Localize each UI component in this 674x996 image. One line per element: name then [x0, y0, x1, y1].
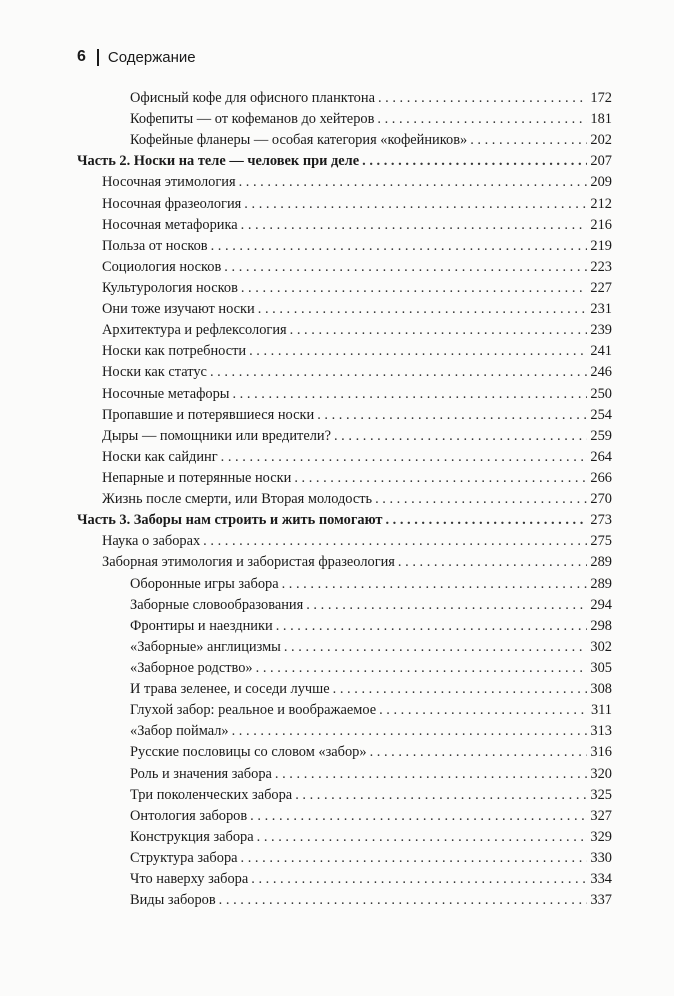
- toc-entry[interactable]: [77, 848, 612, 869]
- dot-leader: [276, 616, 588, 637]
- dot-leader: [377, 109, 587, 130]
- toc-entry[interactable]: [77, 88, 612, 109]
- toc-entry-title: Культурология носков: [102, 279, 238, 296]
- toc-entry-page: 308: [590, 681, 612, 698]
- toc-entry-page: 209: [590, 174, 612, 191]
- toc-entry-page: 246: [590, 364, 612, 381]
- toc-entry-title: Носочные метафоры: [102, 385, 230, 402]
- toc-entry-title: Носки как статус: [102, 364, 207, 381]
- toc-entry[interactable]: [77, 109, 612, 130]
- toc-entry[interactable]: [77, 806, 612, 827]
- toc-entry[interactable]: [77, 658, 612, 679]
- toc-entry[interactable]: [77, 574, 612, 595]
- dot-leader: [244, 194, 587, 215]
- toc-entry-page: 334: [590, 871, 612, 888]
- dot-leader: [249, 341, 587, 362]
- toc-entry-title: Роль и значения забора: [130, 765, 272, 782]
- toc-entry-page: 305: [590, 659, 612, 676]
- toc-entry[interactable]: [77, 890, 612, 911]
- toc-entry-title: «Заборное родство»: [130, 659, 253, 676]
- toc-entry-title: Заборные словообразования: [130, 596, 304, 613]
- toc-entry-page: 241: [590, 343, 612, 360]
- dot-leader: [470, 130, 587, 151]
- toc-entry-page: 273: [590, 512, 612, 529]
- toc-entry[interactable]: [77, 552, 612, 573]
- dot-leader: [239, 172, 588, 193]
- toc-entry[interactable]: [77, 236, 612, 257]
- toc-entry-page: 264: [590, 448, 612, 465]
- toc-entry[interactable]: [77, 299, 612, 320]
- dot-leader: [294, 468, 587, 489]
- dot-leader: [334, 426, 587, 447]
- toc-entry-page: 294: [590, 596, 612, 613]
- dot-leader: [306, 595, 587, 616]
- toc-entry[interactable]: [77, 341, 612, 362]
- toc-entry[interactable]: [77, 384, 612, 405]
- dot-leader: [257, 827, 588, 848]
- dot-leader: [203, 531, 587, 552]
- dot-leader: [385, 510, 587, 531]
- dot-leader: [241, 278, 588, 299]
- toc-entry-page: 181: [590, 111, 612, 128]
- toc-entry[interactable]: [77, 172, 612, 193]
- toc-entry-page: 266: [590, 469, 612, 486]
- dot-leader: [379, 700, 588, 721]
- toc-part-entry[interactable]: [77, 151, 612, 172]
- toc-entry-title: Кофепиты — от кофеманов до хейтеров: [130, 111, 375, 128]
- toc-entry-page: 316: [590, 744, 612, 761]
- dot-leader: [256, 658, 588, 679]
- toc-entry-title: Глухой забор: реальное и воображаемое: [130, 702, 377, 719]
- toc-entry[interactable]: [77, 616, 612, 637]
- dot-leader: [211, 236, 588, 257]
- toc-entry-page: 330: [590, 849, 612, 866]
- toc-entry[interactable]: [77, 721, 612, 742]
- toc-entry-title: Три поколенческих забора: [130, 786, 293, 803]
- toc-entry-page: 270: [590, 491, 612, 508]
- table-of-contents: [77, 88, 612, 911]
- toc-entry-title: И трава зеленее, и соседи лучше: [130, 681, 330, 698]
- toc-entry[interactable]: [77, 468, 612, 489]
- toc-part-entry[interactable]: [77, 510, 612, 531]
- dot-leader: [221, 447, 588, 468]
- toc-entry-title: Носочная этимология: [102, 174, 236, 191]
- toc-entry[interactable]: [77, 194, 612, 215]
- dot-leader: [378, 88, 587, 109]
- dot-leader: [398, 552, 587, 573]
- toc-entry-title: Фронтиры и наездники: [130, 617, 273, 634]
- toc-entry-page: 172: [590, 90, 612, 106]
- toc-entry[interactable]: [77, 320, 612, 341]
- dot-leader: [232, 721, 588, 742]
- dot-leader: [241, 848, 588, 869]
- toc-entry-page: 250: [590, 385, 612, 402]
- dot-leader: [290, 320, 588, 341]
- toc-entry-page: 311: [590, 702, 612, 719]
- toc-entry-title: Пропавшие и потерявшиеся носки: [102, 406, 315, 423]
- toc-entry-title: Виды заборов: [130, 892, 216, 909]
- toc-entry-page: 325: [590, 786, 612, 803]
- toc-entry-title: Жизнь после смерти, или Вторая молодость: [102, 491, 373, 508]
- toc-entry[interactable]: [77, 785, 612, 806]
- toc-entry[interactable]: [77, 426, 612, 447]
- toc-entry-title: Заборная этимология и забористая фразеология: [102, 554, 395, 571]
- toc-entry[interactable]: [77, 679, 612, 700]
- dot-leader: [375, 489, 587, 510]
- toc-entry-page: 329: [590, 828, 612, 845]
- toc-entry-title: Социология носков: [102, 258, 222, 275]
- dot-leader: [258, 299, 588, 320]
- toc-entry[interactable]: [77, 637, 612, 658]
- dot-leader: [275, 764, 588, 785]
- toc-entry[interactable]: [77, 764, 612, 785]
- dot-leader: [295, 785, 587, 806]
- dot-leader: [284, 637, 588, 658]
- dot-leader: [250, 806, 587, 827]
- dot-leader: [241, 215, 588, 236]
- toc-entry-title: Структура забора: [130, 849, 238, 866]
- toc-entry-title: Носочная метафорика: [102, 216, 238, 233]
- dot-leader: [219, 890, 588, 911]
- toc-entry[interactable]: [77, 278, 612, 299]
- toc-entry-page: 259: [590, 427, 612, 444]
- toc-entry-title: Носочная фразеология: [102, 195, 242, 212]
- toc-entry-page: 275: [590, 533, 612, 550]
- toc-entry-page: 231: [590, 301, 612, 318]
- toc-entry[interactable]: [77, 405, 612, 426]
- section-title: Содержание: [107, 48, 196, 66]
- toc-entry-title: Что наверху забора: [130, 871, 249, 888]
- toc-entry-page: 223: [590, 258, 612, 275]
- toc-entry-page: 202: [590, 132, 612, 149]
- toc-entry-title: Офисный кофе для офисного планктона: [130, 90, 375, 106]
- toc-entry[interactable]: [77, 489, 612, 510]
- toc-entry-page: 207: [590, 153, 612, 170]
- dot-leader: [333, 679, 588, 700]
- toc-entry-title: Оборонные игры забора: [130, 575, 279, 592]
- toc-entry-page: 254: [590, 406, 612, 423]
- toc-entry-title: Они тоже изучают носки: [102, 301, 255, 318]
- page-number: 6: [77, 48, 86, 65]
- dot-leader: [370, 742, 588, 763]
- toc-entry-page: 313: [590, 723, 612, 740]
- toc-entry-page: 216: [590, 216, 612, 233]
- toc-entry[interactable]: [77, 130, 612, 151]
- toc-entry[interactable]: [77, 869, 612, 890]
- toc-entry-page: 302: [590, 638, 612, 655]
- toc-entry[interactable]: [77, 595, 612, 616]
- toc-entry-title: Кофейные фланеры — особая категория «кофейников»: [130, 132, 468, 149]
- toc-entry-title: Часть 3. Заборы нам строить и жить помогают: [77, 512, 383, 529]
- toc-entry-title: Польза от носков: [102, 237, 208, 254]
- toc-entry-title: Русские пословицы со словом «забор»: [130, 744, 367, 761]
- dot-leader: [251, 869, 587, 890]
- dot-leader: [210, 362, 587, 383]
- dot-leader: [224, 257, 587, 278]
- toc-entry[interactable]: [77, 742, 612, 763]
- toc-entry[interactable]: [77, 257, 612, 278]
- toc-entry[interactable]: [77, 215, 612, 236]
- toc-entry-title: Архитектура и рефлексология: [102, 322, 287, 339]
- toc-entry-title: «Заборные» англицизмы: [130, 638, 281, 655]
- toc-entry-title: Часть 2. Носки на теле — человек при деле: [77, 153, 360, 170]
- toc-entry[interactable]: [77, 827, 612, 848]
- dot-leader: [317, 405, 587, 426]
- toc-entry[interactable]: [77, 447, 612, 468]
- toc-entry-page: 212: [590, 195, 612, 212]
- toc-entry-title: Конструкция забора: [130, 828, 254, 845]
- toc-entry-page: 320: [590, 765, 612, 782]
- toc-entry-page: 219: [590, 237, 612, 254]
- toc-entry-title: Носки как потребности: [102, 343, 247, 360]
- toc-entry-title: Непарные и потерянные носки: [102, 469, 292, 486]
- toc-entry-title: Наука о заборах: [102, 533, 201, 550]
- toc-entry-title: Онтология заборов: [130, 807, 248, 824]
- dot-leader: [232, 384, 587, 405]
- toc-entry[interactable]: [77, 700, 612, 721]
- toc-entry[interactable]: [77, 362, 612, 383]
- toc-entry-title: Носки как сайдинг: [102, 448, 218, 465]
- dot-leader: [362, 151, 587, 172]
- toc-entry-page: 239: [590, 322, 612, 339]
- toc-entry-page: 289: [590, 575, 612, 592]
- toc-entry-page: 289: [590, 554, 612, 571]
- header-divider: [97, 49, 99, 66]
- toc-entry-page: 337: [590, 892, 612, 909]
- toc-entry[interactable]: [77, 531, 612, 552]
- toc-entry-page: 327: [590, 807, 612, 824]
- toc-entry-title: «Забор поймал»: [130, 723, 229, 740]
- running-header: [77, 48, 196, 66]
- toc-entry-title: Дыры — помощники или вредители?: [102, 427, 331, 444]
- toc-entry-page: 298: [590, 617, 612, 634]
- dot-leader: [282, 574, 588, 595]
- toc-entry-page: 227: [590, 279, 612, 296]
